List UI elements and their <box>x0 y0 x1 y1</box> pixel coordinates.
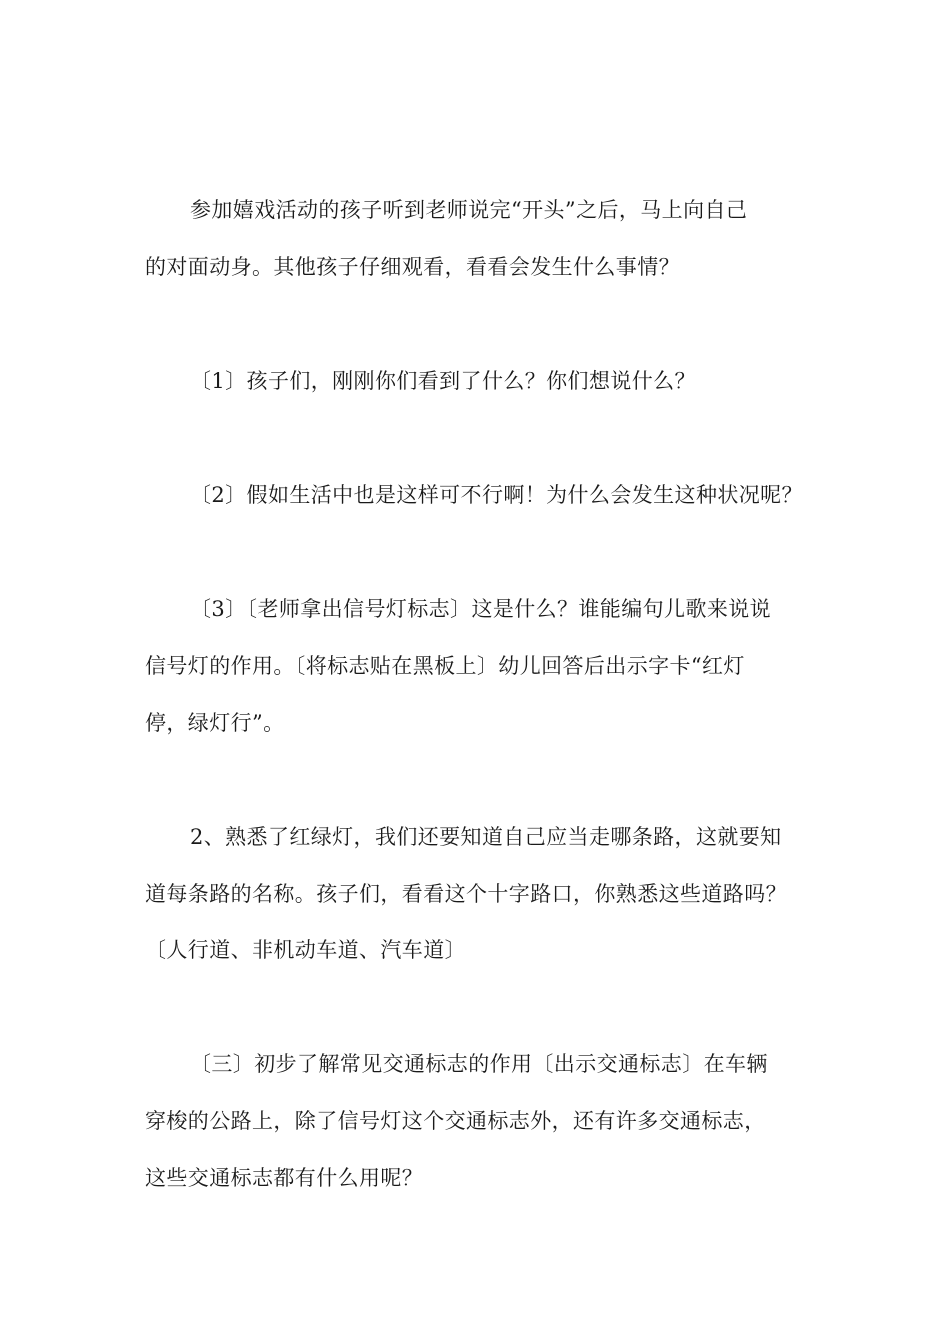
paragraph-5-line-1: 2、熟悉了红绿灯，我们还要知道自己应当走哪条路，这就要知 <box>190 825 782 849</box>
paragraph-2-line-1: 〔1〕孩子们，刚刚你们看到了什么？你们想说什么？ <box>190 369 696 393</box>
paragraph-4-line-3: 停，绿灯行”。 <box>145 711 285 735</box>
paragraph-6-line-2: 穿梭的公路上，除了信号灯这个交通标志外，还有许多交通标志， <box>145 1109 766 1133</box>
paragraph-5-line-2: 道每条路的名称。孩子们，看看这个十字路口，你熟悉这些道路吗？ <box>145 882 787 906</box>
paragraph-6-line-1: 〔三〕初步了解常见交通标志的作用〔出示交通标志〕在车辆 <box>190 1052 768 1076</box>
paragraph-1-line-1: 参加嬉戏活动的孩子听到老师说完“开头”之后，马上向自己 <box>190 198 748 222</box>
paragraph-6-line-3: 这些交通标志都有什么用呢？ <box>145 1166 424 1190</box>
paragraph-4-line-2: 信号灯的作用。〔将标志贴在黑板上〕幼儿回答后出示字卡“红灯 <box>145 654 745 678</box>
paragraph-3-line-1: 〔2〕假如生活中也是这样可不行啊！为什么会发生这种状况呢？ <box>190 483 803 507</box>
paragraph-1-line-2: 的对面动身。其他孩子仔细观看，看看会发生什么事情？ <box>145 255 680 279</box>
paragraph-5-line-3: 〔人行道、非机动车道、汽车道〕 <box>145 938 466 962</box>
paragraph-4-line-1: 〔3〕〔老师拿出信号灯标志〕这是什么？谁能编句儿歌来说说 <box>190 597 772 621</box>
